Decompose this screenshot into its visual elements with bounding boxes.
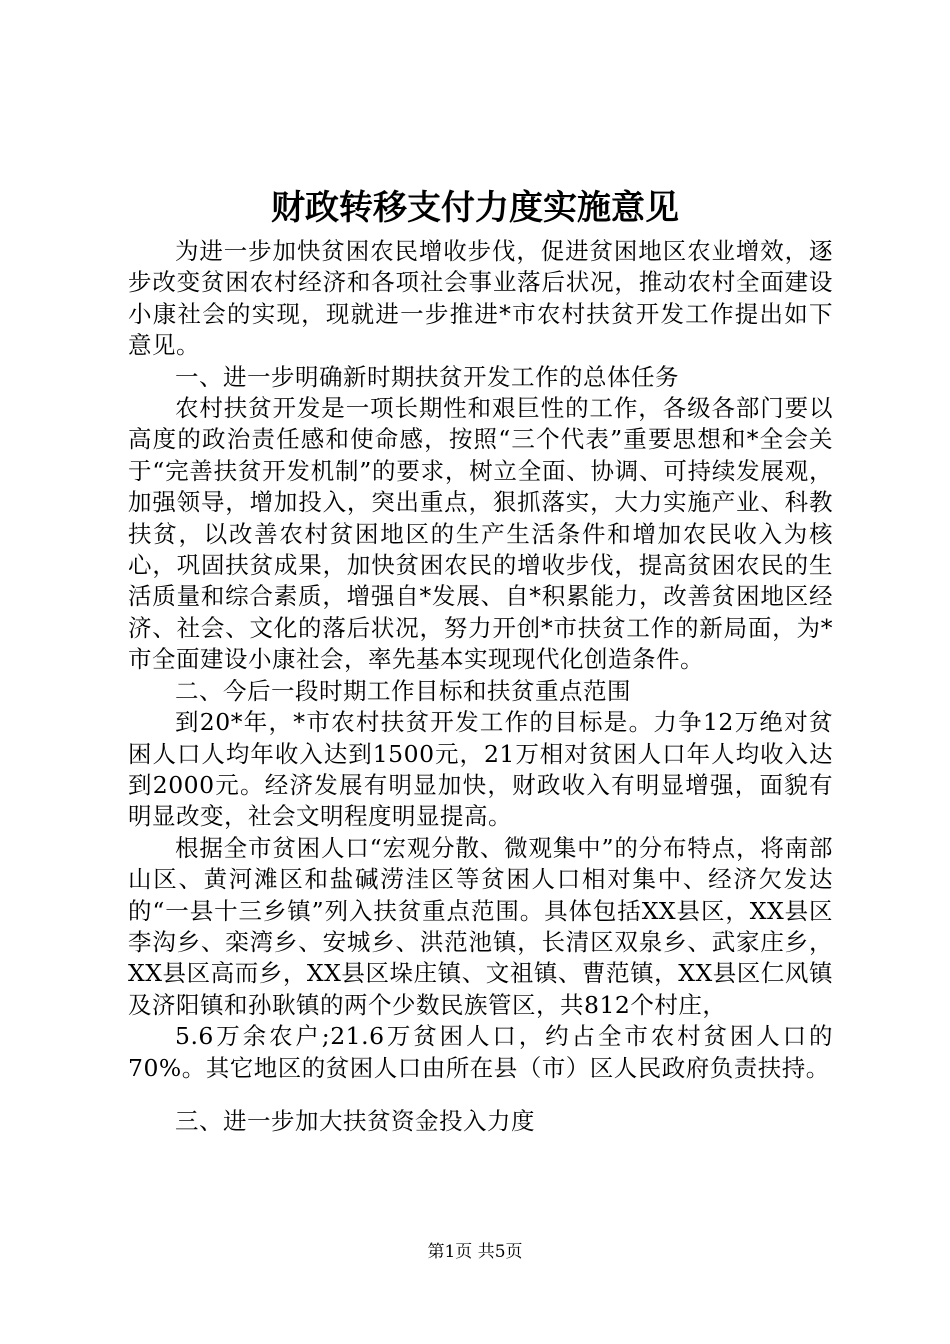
section-heading-2: 二、今后一段时期工作目标和扶贫重点范围 [175,676,631,705]
section-heading-1: 一、进一步明确新时期扶贫开发工作的总体任务 [175,362,679,391]
paragraph-scope: 根据全市贫困人口“宏观分散、微观集中”的分布特点，将南部山区、黄河滩区和盐碱涝洼区等贫困人口相对集中、经济欠发达的“一县十三乡镇”列入扶贫重点范围。具体包括XX县区，XX县区李沟乡、栾湾乡、安城乡、洪范池镇，长清区双泉乡、武家庄乡，XX县区高而乡，XX县区垛庄镇、文祖镇、曹范镇，XX县区仁风镇及济阳镇和孙耿镇的两个少数民族管区，共812个村庄， [128,833,833,1019]
document-title: 财政转移支付力度实施意见 [271,188,679,228]
paragraph-intro: 为进一步加快贫困农民增收步伐，促进贫困地区农业增效，逐步改变贫困农村经济和各项社会事业落后状况，推动农村全面建设小康社会的实现，现就进一步推进*市农村扶贫开发工作提出如下意见。 [128,237,833,360]
section-heading-3: 三、进一步加大扶贫资金投入力度 [175,1106,535,1135]
paragraph-goals: 到20*年，*市农村扶贫开发工作的目标是。力争12万绝对贫困人口人均年收入达到1500元，21万相对贫困人口年人均收入达到2000元。经济发展有明显加快，财政收入有明显增强，面貌有明显改变，社会文明程度明显提高。 [128,708,833,831]
document-body [128,236,833,1137]
paragraph-section-1: 农村扶贫开发是一项长期性和艰巨性的工作，各级各部门要以高度的政治责任感和使命感，按照“三个代表”重要思想和*全会关于“完善扶贫开发机制”的要求，树立全面、协调、可持续发展观，加强领导，增加投入，突出重点，狠抓落实，大力实施产业、科教扶贫，以改善农村贫困地区的生产生活条件和增加农民收入为核心，巩固扶贫成果，加快贫困农民的增收步伐，提高贫困农民的生活质量和综合素质，增强自*发展、自*积累能力，改善贫困地区经济、社会、文化的落后状况，努力开创*市扶贫工作的新局面，为*市全面建设小康社会，率先基本实现现代化创造条件。 [128,394,833,674]
page-number: 第1页 共5页 [427,1242,523,1262]
paragraph-population: 5.6万余农户;21.6万贫困人口，约占全市农村贫困人口的70%。其它地区的贫困人口由所在县（市）区人民政府负责扶持。 [128,1022,833,1082]
